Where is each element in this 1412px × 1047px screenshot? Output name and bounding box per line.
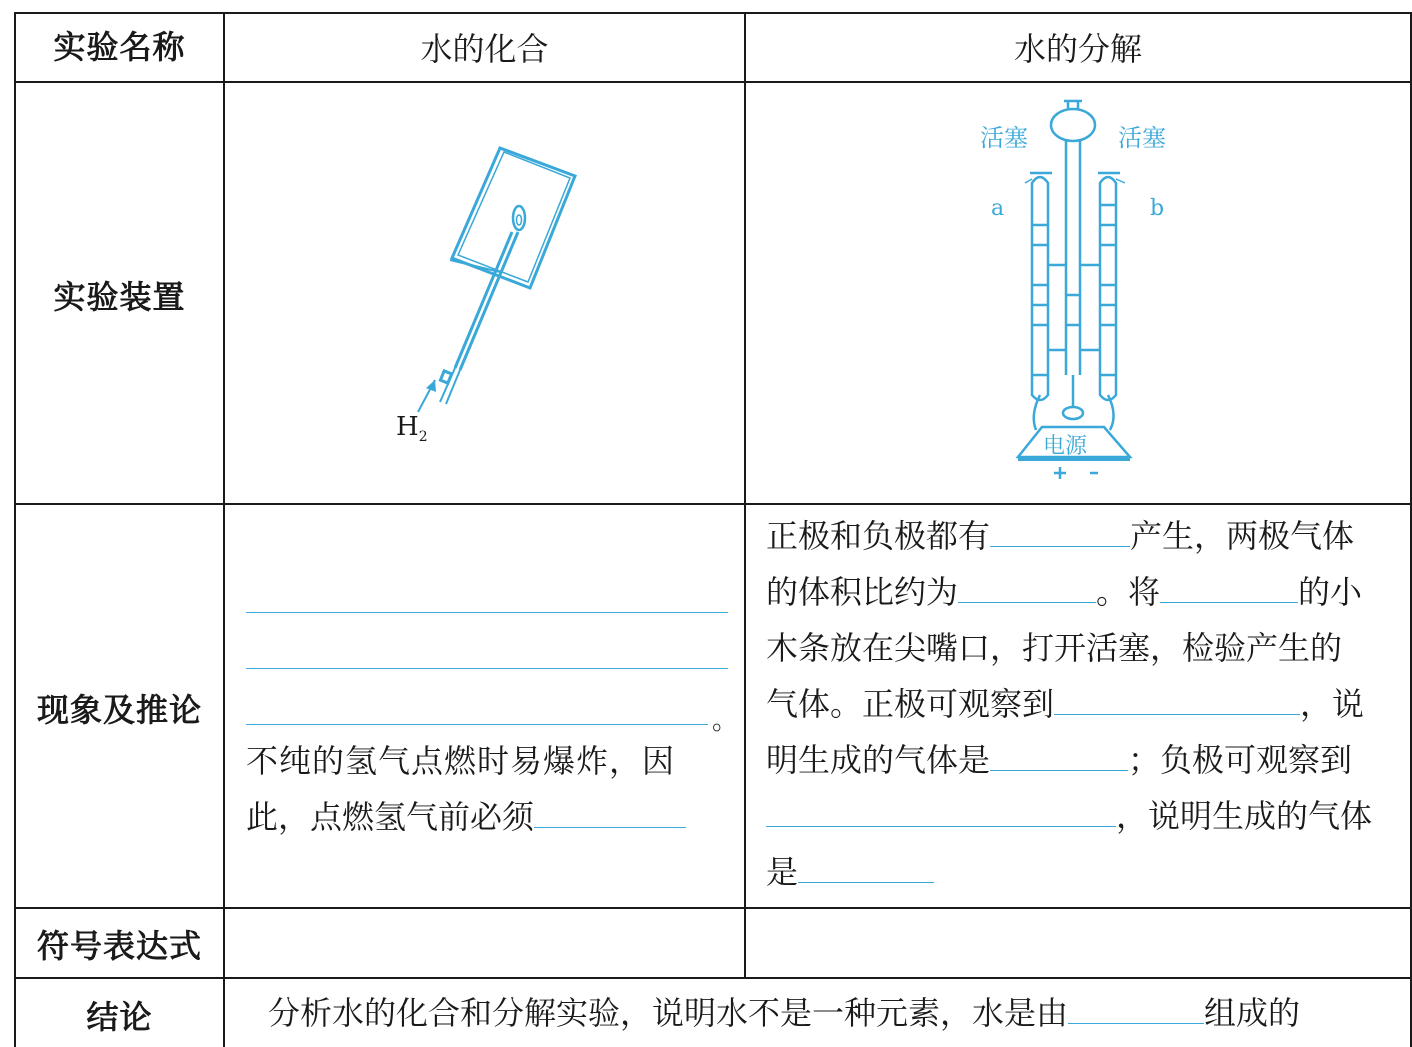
- combination-blank-3[interactable]: [246, 724, 708, 725]
- combination-text-line1: 不纯的氢气点燃时易爆炸，因: [246, 742, 676, 780]
- header-decomposition: 水的分解: [1013, 30, 1142, 68]
- row-label-symbol: 符号表达式: [36, 927, 202, 965]
- decomposition-blank-4[interactable]: [1054, 684, 1300, 715]
- tube-b-label: b: [1150, 196, 1165, 221]
- combination-end-mark: 。: [712, 706, 739, 736]
- decomposition-line6: ，说明生成的气体: [766, 788, 1372, 844]
- decomposition-line5: 明生成的气体是 ；负极可观察到: [766, 741, 1353, 779]
- combination-blank-1[interactable]: [246, 612, 728, 613]
- conclusion-blank[interactable]: [1068, 993, 1204, 1024]
- power-source-label: 电源: [1043, 434, 1088, 459]
- combination-blank-2[interactable]: [246, 668, 728, 669]
- header-experiment-name: 实验名称: [53, 28, 186, 66]
- row-label-phenomenon: 现象及推论: [36, 691, 202, 729]
- valve-left-label: 活塞: [980, 124, 1028, 152]
- decomposition-blank-3[interactable]: [1160, 572, 1298, 603]
- decomposition-line2: 的体积比约为 。将 的小: [766, 573, 1363, 611]
- decomposition-blank-7[interactable]: [798, 852, 934, 883]
- decomposition-line1: 正极和负极都有 产生，两极气体: [766, 517, 1355, 555]
- row-label-conclusion: 结论: [86, 998, 153, 1036]
- row-label-apparatus: 实验装置: [53, 278, 186, 316]
- decomposition-blank-2[interactable]: [958, 572, 1096, 603]
- combination-text-line2: 此，点燃氢气前必须: [246, 789, 686, 845]
- combination-blank-4[interactable]: [534, 797, 686, 828]
- tube-a-label: a: [991, 196, 1005, 221]
- h2-label: $H_2$: [396, 412, 428, 446]
- decomposition-blank-1[interactable]: [990, 516, 1130, 547]
- conclusion-text: 分析水的化合和分解实验，说明水不是一种元素，水是由 组成的: [268, 994, 1301, 1032]
- decomposition-line7: 是: [766, 844, 934, 900]
- decomposition-blank-5[interactable]: [990, 740, 1128, 771]
- header-combination: 水的化合: [420, 30, 549, 68]
- decomposition-blank-6[interactable]: [766, 796, 1116, 827]
- hydrogen-burning-diagram: [380, 140, 600, 450]
- decomposition-line3: 木条放在尖嘴口，打开活塞，检验产生的: [766, 629, 1343, 667]
- valve-right-label: 活塞: [1118, 124, 1166, 152]
- decomposition-line4: 气体。正极可观察到 ，说: [766, 685, 1365, 723]
